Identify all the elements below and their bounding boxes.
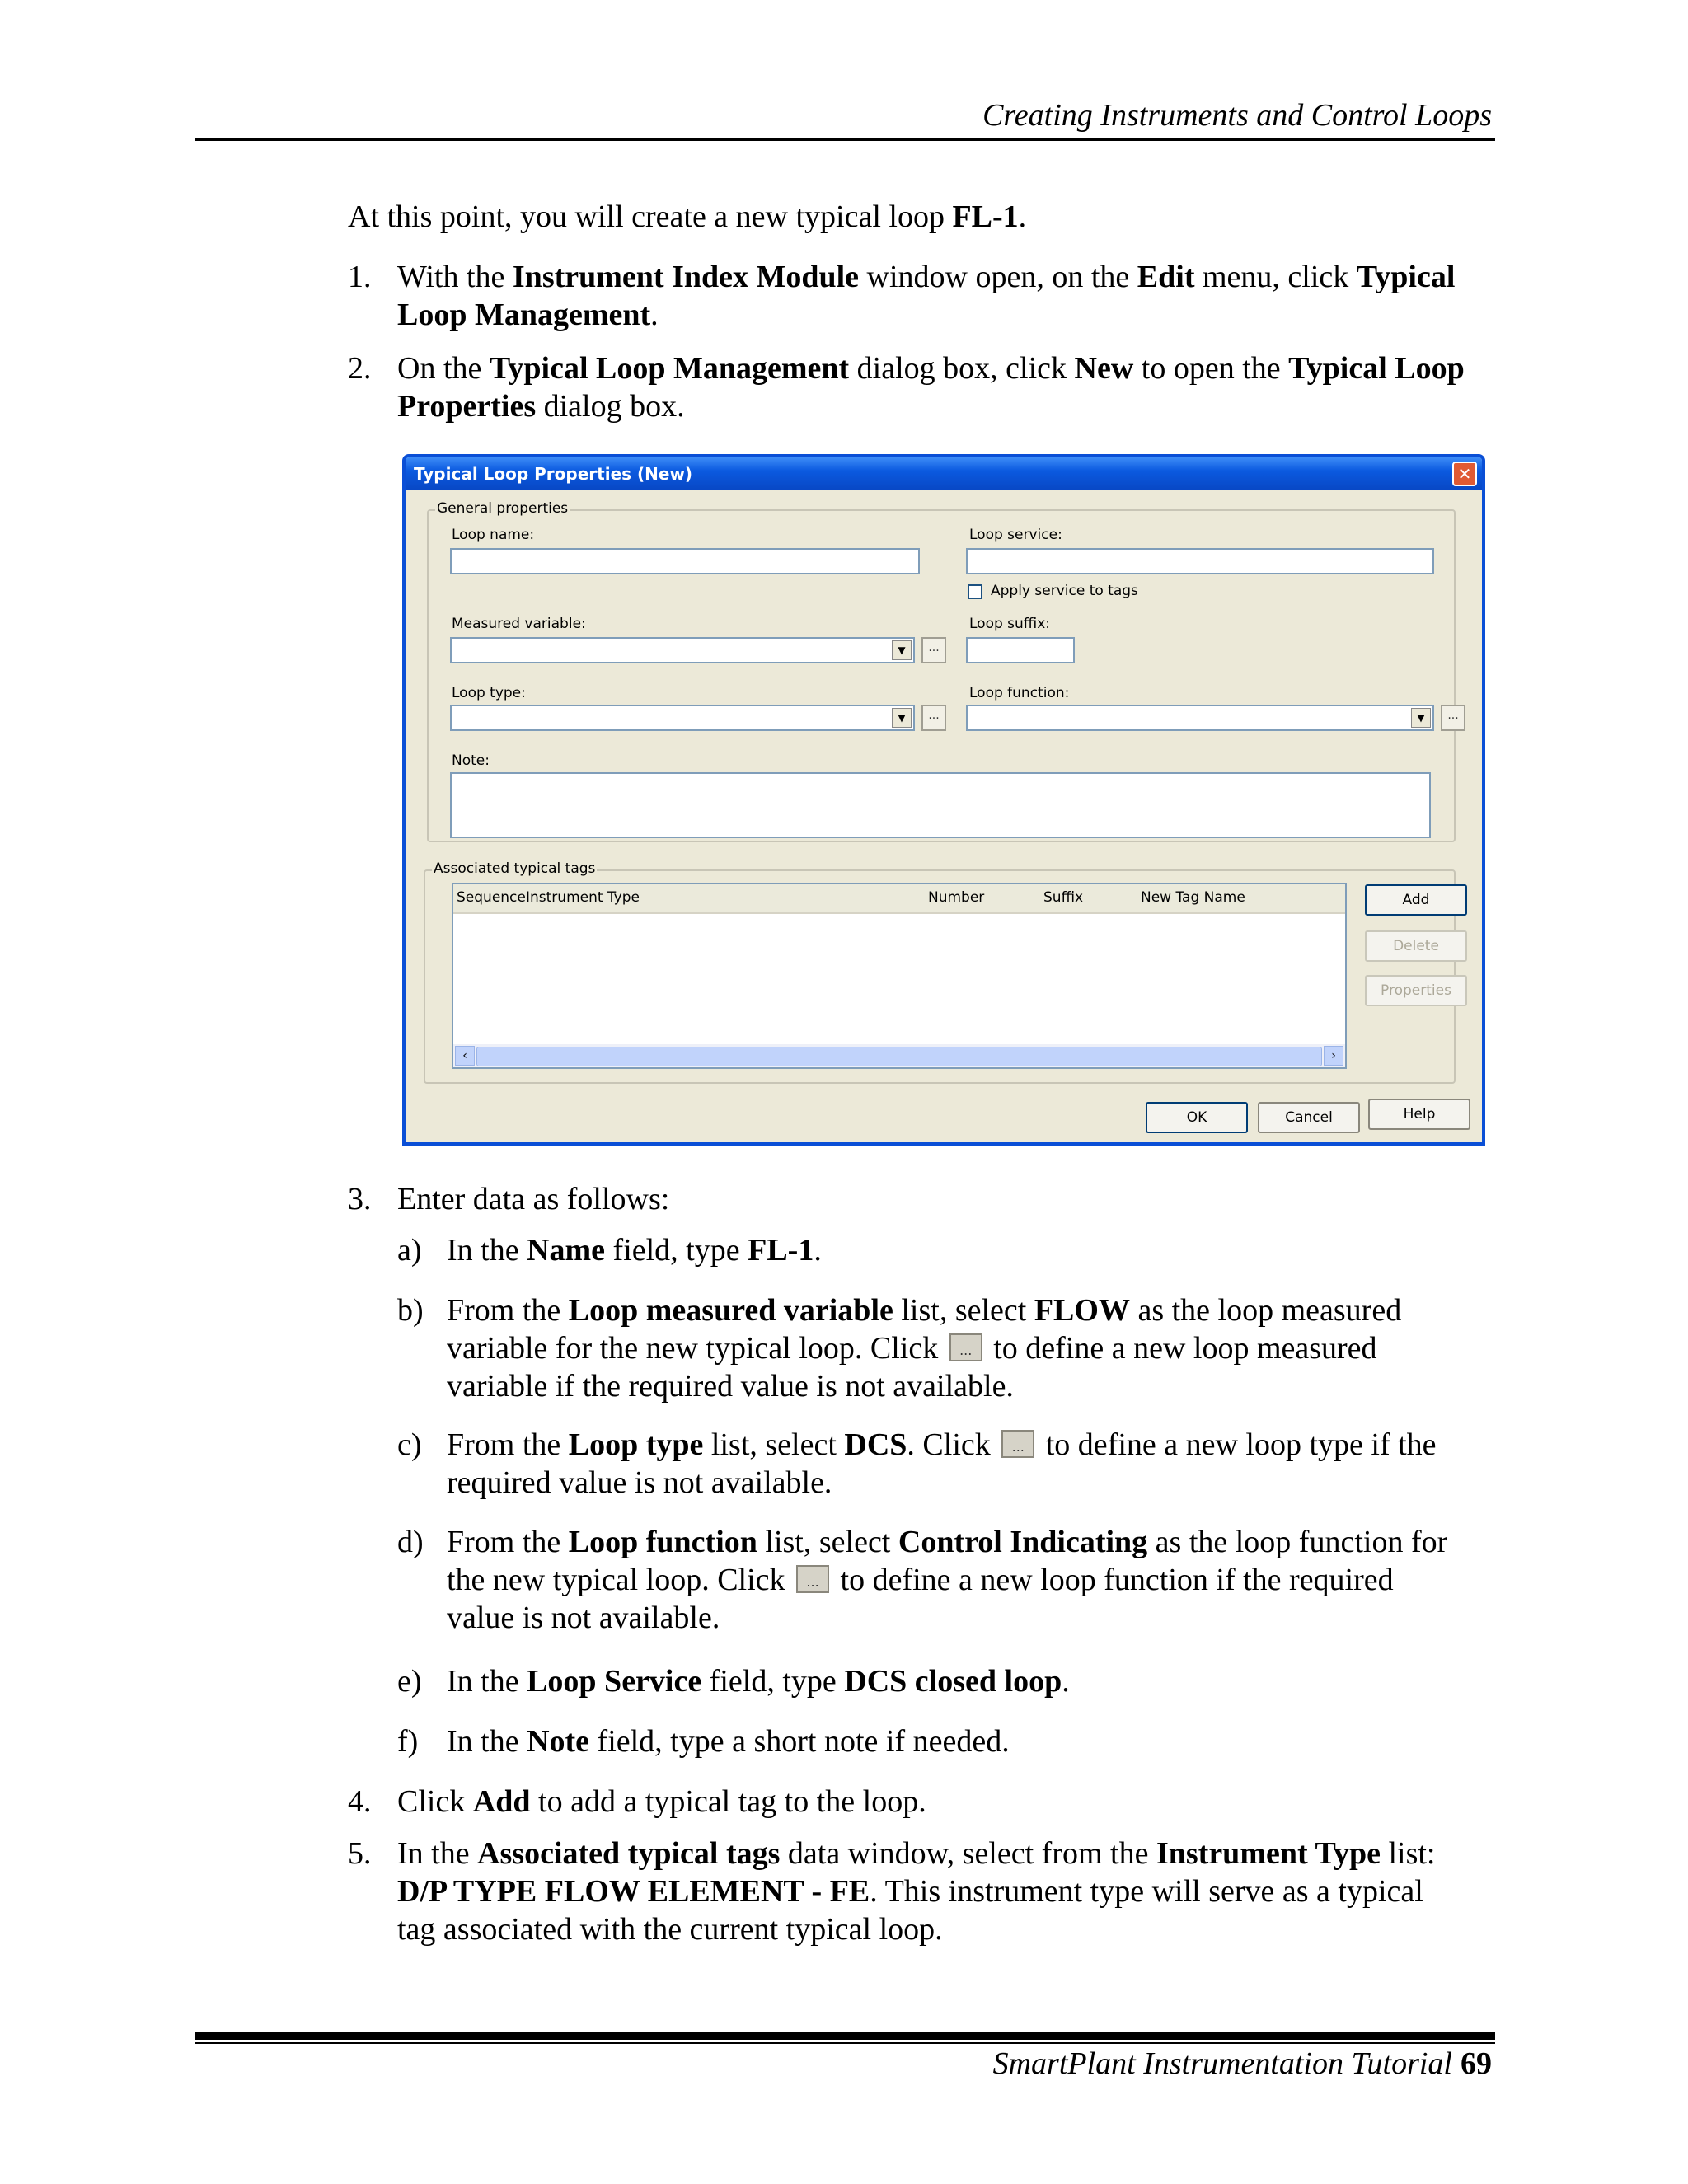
step-4-text: Click Add to add a typical tag to the loop. <box>397 1784 926 1819</box>
substep-c-letter: c) <box>397 1427 422 1462</box>
step-2-number: 2. <box>348 351 372 386</box>
measured-variable-browse-button[interactable]: ... <box>921 637 946 663</box>
chevron-down-icon[interactable]: ▼ <box>892 640 912 660</box>
loop-type-label: Loop type: <box>452 685 526 701</box>
general-properties-label: General properties <box>437 500 569 517</box>
measured-variable-select[interactable] <box>450 637 915 663</box>
substep-a-text: In the Name field, type FL-1. <box>447 1233 822 1268</box>
loop-service-label: Loop service: <box>969 527 1062 543</box>
column-header-number[interactable]: Number <box>928 889 985 906</box>
note-label: Note: <box>452 752 490 769</box>
column-header-sequence[interactable]: Sequence <box>457 889 526 906</box>
footer-rule-thin <box>195 2042 1495 2044</box>
step-5-number: 5. <box>348 1836 372 1871</box>
loop-name-input[interactable] <box>450 548 920 574</box>
chevron-down-icon[interactable]: ▼ <box>1411 708 1431 728</box>
substep-d-letter: d) <box>397 1525 424 1559</box>
substep-f-text: In the Note field, type a short note if needed. <box>447 1724 1010 1759</box>
substep-c-text: From the Loop type list, select DCS. Click ... to define a new loop type if the required value is not available. <box>447 1426 1469 1502</box>
ellipsis-button-icon <box>796 1565 829 1593</box>
substep-b-text: From the Loop measured variable list, select FLOW as the loop measured variable for the new typical loop. Click ... to define a new loop measured variable if the required value is not available. <box>447 1291 1469 1405</box>
substep-d-text: From the Loop function list, select Control Indicating as the loop function for the new typical loop. Click ... to define a new loop function if the required value is not available. <box>447 1523 1469 1637</box>
help-button[interactable]: Help <box>1368 1099 1470 1130</box>
close-button[interactable]: ✕ <box>1452 462 1477 486</box>
column-header-suffix[interactable]: Suffix <box>1043 889 1084 906</box>
column-header-new-tag-name[interactable]: New Tag Name <box>1141 889 1245 906</box>
loop-name-label: Loop name: <box>452 527 535 543</box>
footer-rule-thick <box>195 2032 1495 2040</box>
associated-tags-grid[interactable] <box>452 883 1347 1069</box>
header-rule <box>195 138 1495 141</box>
loop-function-label: Loop function: <box>969 685 1070 701</box>
apply-service-checkbox[interactable] <box>968 584 982 599</box>
loop-type-browse-button[interactable]: ... <box>921 705 946 731</box>
add-button[interactable]: Add <box>1365 884 1467 916</box>
delete-button[interactable]: Delete <box>1365 930 1467 962</box>
chevron-down-icon[interactable]: ▼ <box>892 708 912 728</box>
loop-suffix-input[interactable] <box>966 637 1075 663</box>
step-1-text: With the Instrument Index Module window open, on the Edit menu, click Typical Loop Management. <box>397 260 1456 332</box>
typical-loop-properties-dialog <box>402 454 1485 1146</box>
page-number: 69 <box>1461 2046 1492 2081</box>
footer-title: SmartPlant Instrumentation Tutorial <box>992 2046 1452 2081</box>
scroll-thumb[interactable] <box>476 1047 1322 1066</box>
loop-service-input[interactable] <box>966 548 1434 574</box>
note-textarea[interactable] <box>450 772 1431 838</box>
step-1-number: 1. <box>348 260 372 294</box>
grid-header <box>453 884 1345 914</box>
loop-type-select[interactable] <box>450 705 915 731</box>
step-2-text: On the Typical Loop Management dialog box, click New to open the Typical Loop Properties dialog box. <box>397 351 1465 424</box>
step-3-number: 3. <box>348 1182 372 1216</box>
loop-function-select[interactable] <box>966 705 1434 731</box>
ellipsis-button-icon <box>1001 1430 1034 1458</box>
horizontal-scrollbar[interactable] <box>453 1044 1345 1067</box>
loop-function-browse-button[interactable]: ... <box>1441 705 1465 731</box>
intro-paragraph: At this point, you will create a new typical loop FL-1. <box>348 199 1027 234</box>
column-header-instrument-type[interactable]: Instrument Type <box>526 889 640 906</box>
substep-e-text: In the Loop Service field, type DCS closed loop. <box>447 1664 1070 1699</box>
ok-button[interactable]: OK <box>1146 1102 1248 1133</box>
step-3-text: Enter data as follows: <box>397 1182 670 1216</box>
associated-tags-label: Associated typical tags <box>434 860 596 877</box>
loop-suffix-label: Loop suffix: <box>969 616 1051 632</box>
substep-b-letter: b) <box>397 1293 424 1328</box>
step-4-number: 4. <box>348 1784 372 1819</box>
dialog-title: Typical Loop Properties (New) <box>414 464 693 484</box>
scroll-left-icon[interactable]: ‹ <box>455 1046 475 1066</box>
properties-button[interactable]: Properties <box>1365 975 1467 1006</box>
running-footer <box>993 2046 1492 2082</box>
substep-e-letter: e) <box>397 1664 422 1699</box>
running-header: Creating Instruments and Control Loops <box>982 98 1492 133</box>
cancel-button[interactable]: Cancel <box>1258 1102 1360 1133</box>
ellipsis-button-icon <box>950 1333 982 1361</box>
substep-f-letter: f) <box>397 1724 419 1759</box>
apply-service-label: Apply service to tags <box>991 583 1138 599</box>
dialog-titlebar <box>406 457 1482 490</box>
substep-a-letter: a) <box>397 1233 422 1268</box>
measured-variable-label: Measured variable: <box>452 616 586 632</box>
scroll-right-icon[interactable]: › <box>1324 1046 1343 1066</box>
step-5-text: In the Associated typical tags data window, select from the Instrument Type list: D/P TYPE FLOW ELEMENT - FE. This instrument type will serve as a typical tag associated with the current typical loop. <box>397 1836 1436 1947</box>
